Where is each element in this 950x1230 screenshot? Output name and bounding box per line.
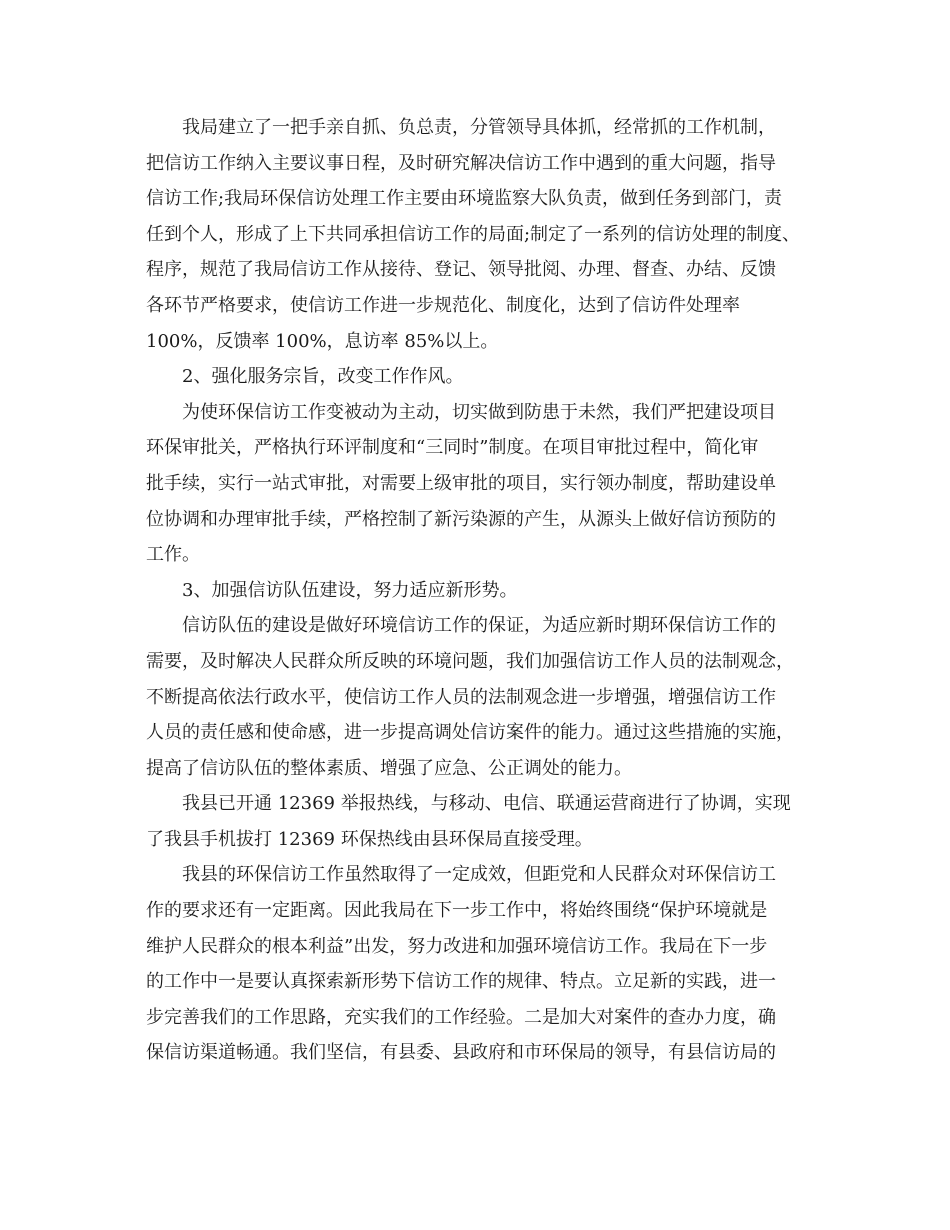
text-line: 我县已开通 12369 举报热线，与移动、电信、联通运营商进行了协调，实现: [182, 793, 791, 815]
text-line: 信访工作;我局环保信访处理工作主要由环境监察大队负责，做到任务到部门，责: [146, 188, 783, 210]
text-line: 程序，规范了我局信访工作从接待、登记、领导批阅、办理、督查、办结、反馈: [146, 259, 776, 281]
text-line: 环保审批关，严格执行环评制度和“三同时”制度。在项目审批过程中，简化审: [146, 437, 759, 459]
text-line: 2、强化服务宗旨，改变工作作风。: [182, 366, 464, 388]
text-line: 信访队伍的建设是做好环境信访工作的保证，为适应新时期环保信访工作的: [182, 615, 776, 637]
text-line: 作的要求还有一定距离。因此我局在下一步工作中，将始终围绕“保护环境就是: [146, 900, 768, 922]
text-line: 步完善我们的工作思路，充实我们的工作经验。二是加大对案件的查办力度，确: [146, 1006, 776, 1028]
text-line: 批手续，实行一站式审批，对需要上级审批的项目，实行领办制度，帮助建设单: [146, 472, 776, 494]
text-line: 提高了信访队伍的整体素质、增强了应急、公正调处的能力。: [146, 757, 632, 779]
text-line: 任到个人，形成了上下共同承担信访工作的局面;制定了一系列的信访处理的制度、: [146, 223, 801, 245]
text-line: 我局建立了一把手亲自抓、负总责，分管领导具体抓，经常抓的工作机制，: [182, 117, 776, 138]
text-line: 维护人民群众的根本利益”出发，努力改进和加强环境信访工作。我局在下一步: [146, 935, 768, 957]
text-line: 把信访工作纳入主要议事日程，及时研究解决信访工作中遇到的重大问题，指导: [146, 152, 776, 174]
text-line: 工作。: [146, 544, 200, 566]
text-line: 不断提高依法行政水平，使信访工作人员的法制观念进一步增强，增强信访工作: [146, 686, 776, 708]
text-line: 各环节严格要求，使信访工作进一步规范化、制度化，达到了信访件处理率: [146, 294, 740, 316]
text-line: 需要，及时解决人民群众所反映的环境问题，我们加强信访工作人员的法制观念，: [146, 650, 794, 672]
text-line: 我县的环保信访工作虽然取得了一定成效，但距党和人民群众对环保信访工: [182, 864, 776, 886]
text-line: 100%，反馈率 100%，息访率 85%以上。: [146, 330, 499, 352]
text-line: 人员的责任感和使命感，进一步提高调处信访案件的能力。通过这些措施的实施，: [146, 722, 794, 744]
text-line: 为使环保信访工作变被动为主动，切实做到防患于未然，我们严把建设项目: [182, 401, 776, 423]
text-line: 保信访渠道畅通。我们坚信，有县委、县政府和市环保局的领导，有县信访局的: [146, 1042, 776, 1064]
text-line: 3、加强信访队伍建设，努力适应新形势。: [182, 579, 518, 601]
text-line: 了我县手机拔打 12369 环保热线由县环保局直接受理。: [146, 828, 593, 850]
text-line: 位协调和办理审批手续，严格控制了新污染源的产生，从源头上做好信访预防的: [146, 508, 776, 530]
text-line: 的工作中一是要认真探索新形势下信访工作的规律、特点。立足新的实践，进一: [146, 971, 776, 993]
document-body: [146, 110, 806, 1071]
